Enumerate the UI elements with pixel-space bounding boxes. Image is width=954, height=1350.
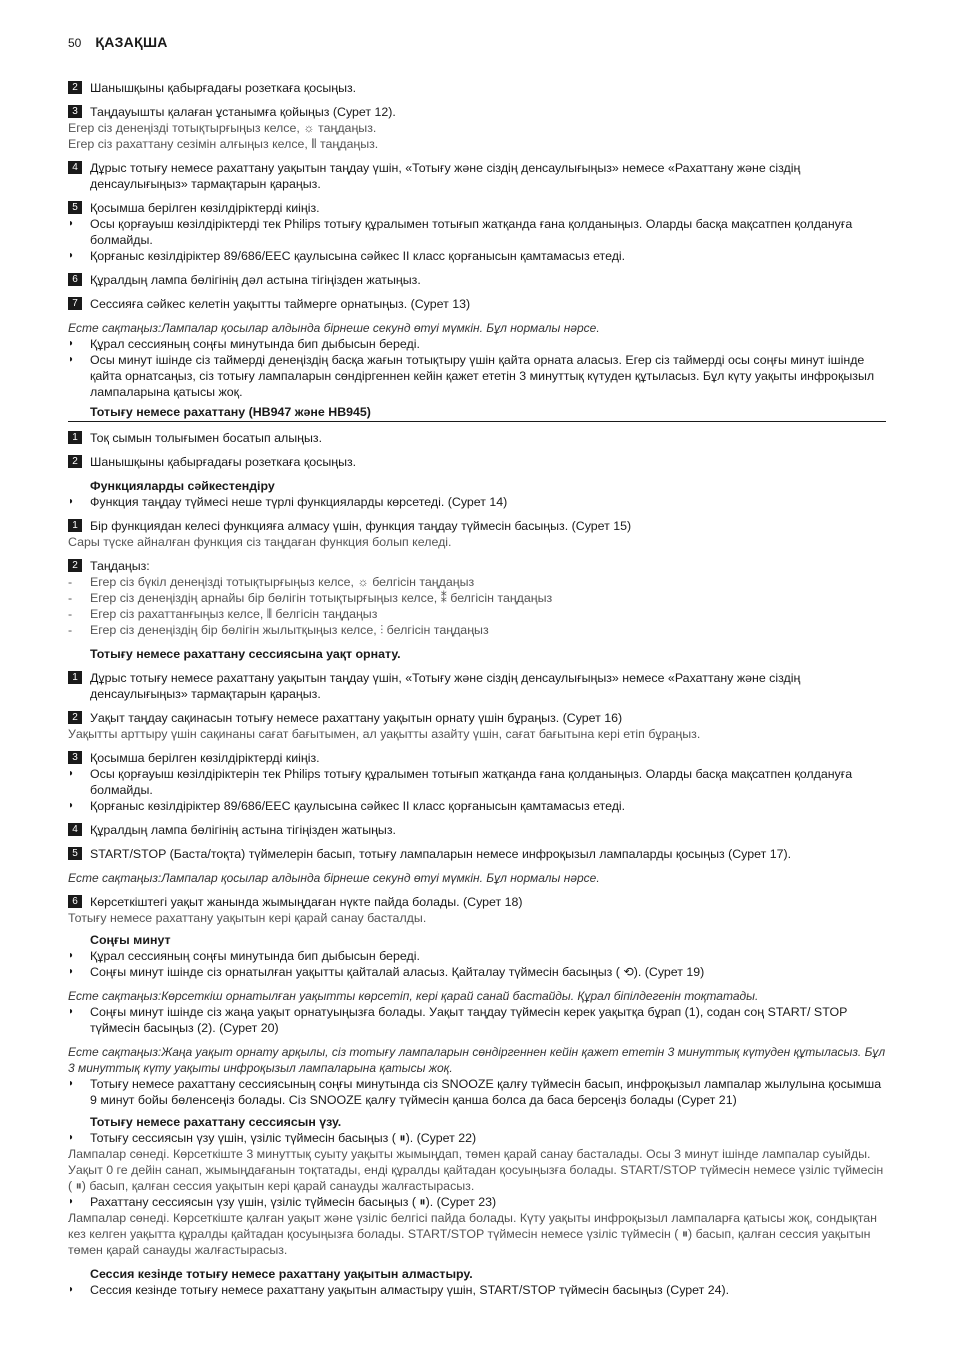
step-number-badge: 2 — [68, 559, 82, 572]
sub-text — [68, 534, 886, 550]
step-number-badge: 4 — [68, 823, 82, 836]
dash-item — [68, 622, 886, 638]
bullet-text: Функция таңдау түймесі неше түрлі функцияларды көрсетеді. (Сурет 14) — [90, 495, 508, 509]
block-text: Есте сақтаңыз:Лампалар қосылар алдында бірнеше секунд өтуі мүмкін. Бұл нормалы нәрсе. — [68, 321, 600, 335]
bullet-text: Осы қорғауыш көзілдіріктерін тек Philips тотығу құралымен тотығып жатқанда ғана қолданыңыз. Оларды басқа мақсатпен қолдануға болмайды. — [90, 767, 853, 797]
dash-marker: - — [68, 575, 73, 589]
block-text: Сессия кезінде тотығу немесе рахаттану уақытын алмастыру. — [90, 1267, 473, 1281]
step-number-badge: 3 — [68, 751, 82, 764]
step-item — [68, 160, 886, 192]
bullet-marker-icon: ◗ — [68, 250, 75, 261]
dash-marker: - — [68, 623, 73, 637]
note-text — [68, 988, 886, 1004]
step-text: Шанышқыны қабырғадағы розеткаға қосыңыз. — [90, 455, 357, 469]
bullet-marker-icon: ◗ — [68, 338, 75, 349]
block-text: Уақытты арттыру үшін сақинаны сағат бағытымен, ал уақытты азайту үшін, сағат бағытына кері етіп бұраңыз. — [68, 727, 701, 741]
step-number-badge: 6 — [68, 273, 82, 286]
step-number-badge: 3 — [68, 105, 82, 118]
bullet-item — [68, 248, 886, 264]
bullet-text: Осы минут ішінде сіз таймерді денеңіздің басқа жағын тотықтыру үшін қайта орната аласыз. Егер сіз таймерді осы соңғы минут ішінде қайта орнатсаңыз, сіз тотығу лампаларын сөндіргеннен кейін қажет ететін 3 минуттық күтуден құтыласыз. Бұл күту уақыты инфроқызыл лампаларына қатысы жоқ. — [90, 353, 875, 399]
step-item — [68, 750, 886, 766]
block-text: Тотығу немесе рахаттану уақытын кері қарай санау басталды. — [68, 911, 427, 925]
dash-text: Егер сіз рахаттанғыңыз келсе, ⫴ белгісін таңдаңыз — [90, 607, 378, 621]
bullet-item — [68, 1076, 886, 1108]
step-text: Қосымша берілген көзілдіріктерді киіңіз. — [90, 201, 320, 215]
step-item — [68, 272, 886, 288]
sub-text — [68, 120, 886, 136]
step-number-badge: 2 — [68, 455, 82, 468]
section-heading — [68, 1266, 886, 1282]
step-text: Дұрыс тотығу немесе рахаттану уақытын таңдау үшін, «Тотығу және сіздің денсаулығыңыз» немесе «Рахаттану және сіздің денсаулығыңыз» тармақтарын қараңыз. — [90, 161, 801, 191]
block-text: Тотығу немесе рахаттану сессиясына уақт орнату. — [90, 647, 401, 661]
bullet-marker-icon: ◗ — [68, 354, 75, 365]
block-text: Егер сіз денеңізді тотықтырғыңыз келсе, ☼ таңдаңыз. — [68, 121, 377, 135]
dash-text: Егер сіз бүкіл денеңізді тотықтырғыңыз келсе, ☼ белгісін таңдаңыз — [90, 575, 475, 589]
section-heading — [68, 932, 886, 948]
bullet-marker-icon: ◗ — [68, 496, 75, 507]
block-text: Лампалар сөнеді. Көрсеткіште 3 минуттық суыту уақыты жымыңдап, төмен қарай санау басталады. Осы 3 минут ішінде лампалар суыйды. Уақыт 0 ге дейін санап, жымыңдағанын тоқтатады, енді құралды қайтадан қосуыңызға болады. START/STOP түймесін немесе үзіліс түймесін ( ⏸) басып, қалған сессия уақытын кері қарай санауды жалғастырасыз. — [68, 1147, 884, 1193]
sub-text — [68, 136, 886, 152]
step-number-badge: 2 — [68, 81, 82, 94]
dash-marker: - — [68, 607, 73, 621]
section-heading — [68, 1114, 886, 1130]
manual-page — [68, 34, 886, 1298]
step-number-badge: 1 — [68, 671, 82, 684]
bullet-text: Соңғы минут ішінде сіз орнатылған уақытты қайталай аласыз. Қайталау түймесін басыңыз ( ⟲). (Сурет 19) — [90, 965, 705, 979]
bullet-text: Қорғаныс көзілдіріктер 89/686/EEC қаулысына сәйкес II класс қорғанысын қамтамасыз етеді. — [90, 799, 626, 813]
instruction-content — [68, 80, 886, 1298]
block-text: Есте сақтаңыз:Лампалар қосылар алдында бірнеше секунд өтуі мүмкін. Бұл нормалы нәрсе. — [68, 871, 600, 885]
dash-text: Егер сіз денеңіздің бір бөлігін жылытқыңыз келсе, ⫶ белгісін таңдаңыз — [90, 623, 489, 637]
step-item — [68, 200, 886, 216]
dash-item — [68, 606, 886, 622]
note-text — [68, 1044, 886, 1076]
language-heading: ҚАЗАҚША — [95, 34, 168, 50]
step-item — [68, 104, 886, 120]
section-heading-ruled — [68, 404, 886, 422]
bullet-item — [68, 1004, 886, 1036]
bullet-marker-icon: ◗ — [68, 950, 75, 961]
bullet-item — [68, 216, 886, 248]
step-text: Бір функциядан келесі функцияға алмасу үшін, функция таңдау түймесін басыңыз. (Сурет 15) — [90, 519, 632, 533]
block-text: Егер сіз рахаттану сезімін алғыңыз келсе, ⫴ таңдаңыз. — [68, 137, 379, 151]
bullet-text: Сессия кезінде тотығу немесе рахаттану уақытын алмастыру үшін, START/STOP түймесін басыңыз (Сурет 24). — [90, 1283, 730, 1297]
step-item — [68, 846, 886, 862]
step-item — [68, 670, 886, 702]
step-text: Құралдың лампа бөлігінің дәл астына тігіңізден жатыңыз. — [90, 273, 421, 287]
bullet-marker-icon: ◗ — [68, 1006, 75, 1017]
step-item — [68, 558, 886, 574]
note-text — [68, 870, 886, 886]
step-text: Сессияға сәйкес келетін уақытты таймерге орнатыңыз. (Сурет 13) — [90, 297, 471, 311]
block-text: Лампалар сөнеді. Көрсеткіште қалған уақыт және үзіліс белгісі пайда болады. Күту уақыты инфроқызыл лампаларға қатысы жоқ, сондықтан кез келген уақытта құралды қайтадан қосуыңызға болады. START/STOP түймесін немесе үзіліс түймесін ( ⏸) басып, қалған сессия уақытын төмен қарай санауды жалғастырасыз. — [68, 1211, 877, 1257]
step-item — [68, 430, 886, 446]
step-text: Көрсеткіштегі уақыт жанында жымыңдаған нүкте пайда болады. (Сурет 18) — [90, 895, 523, 909]
note-text — [68, 320, 886, 336]
bullet-text: Тотығу сессиясын үзу үшін, үзіліс түймесін басыңыз ( ⏸). (Сурет 22) — [90, 1131, 477, 1145]
step-text: Уақыт таңдау сақинасын тотығу немесе рахаттану уақытын орнату үшін бұраңыз. (Сурет 16) — [90, 711, 623, 725]
bullet-item — [68, 798, 886, 814]
block-text: Есте сақтаңыз:Көрсеткіш орнатылған уақытты көрсетіп, кері қарай санай бастайды. Құрал біпілдегенін тоқтатады. — [68, 989, 759, 1003]
step-number-badge: 4 — [68, 161, 82, 174]
step-text: Шанышқыны қабырғадағы розеткаға қосыңыз. — [90, 81, 357, 95]
bullet-text: Рахаттану сессиясын үзу үшін, үзіліс түймесін басыңыз ( ⏸). (Сурет 23) — [90, 1195, 497, 1209]
sub-text — [68, 726, 886, 742]
block-text: Функцияларды сәйкестендіру — [90, 479, 275, 493]
step-text: Таңдаңыз: — [90, 559, 150, 573]
block-text: Тотығу немесе рахаттану сессиясын үзу. — [90, 1115, 342, 1129]
dash-item — [68, 590, 886, 606]
step-item — [68, 296, 886, 312]
dash-item — [68, 574, 886, 590]
block-text: Сары түске айналған функция сіз таңдаған функция болып келеді. — [68, 535, 452, 549]
section-heading — [68, 478, 886, 494]
step-number-badge: 6 — [68, 895, 82, 908]
bullet-marker-icon: ◗ — [68, 768, 75, 779]
sub-text — [68, 1210, 886, 1258]
step-item — [68, 454, 886, 470]
bullet-marker-icon: ◗ — [68, 800, 75, 811]
step-item — [68, 518, 886, 534]
bullet-item — [68, 766, 886, 798]
bullet-marker-icon: ◗ — [68, 1196, 75, 1207]
step-text: START/STOP (Баста/тоқта) түймелерін басып, тотығу лампаларын немесе инфроқызыл лампаларды қосыңыз (Сурет 17). — [90, 847, 792, 861]
sub-text — [68, 910, 886, 926]
step-text: Дұрыс тотығу немесе рахаттану уақытын таңдау үшін, «Тотығу және сіздің денсаулығыңыз» немесе «Рахаттану және сіздің денсаулығыңыз» тармақтарын қараңыз. — [90, 671, 801, 701]
step-text: Қосымша берілген көзілдіріктерді киіңіз. — [90, 751, 320, 765]
step-number-badge: 1 — [68, 431, 82, 444]
sub-text — [68, 1146, 886, 1194]
bullet-item — [68, 352, 886, 400]
step-text: Таңдауышты қалаған ұстанымға қойыңыз (Сурет 12). — [90, 105, 396, 119]
bullet-text: Құрал сессияның соңғы минутында бип дыбысын береді. — [90, 337, 420, 351]
section-heading — [68, 646, 886, 662]
step-item — [68, 894, 886, 910]
bullet-text: Тотығу немесе рахаттану сессиясының соңғы минутында сіз SNOOZE қалғу түймесін басып, инфроқызыл лампалар жылулына қосымша 9 минут бойы бөленсеңіз болады. Сіз SNOOZE қалғу түймесін қанша болса да баса берсеңіз болады (Сурет 21) — [90, 1077, 882, 1107]
step-item — [68, 822, 886, 838]
page-header — [68, 34, 886, 50]
page-number: 50 — [68, 36, 82, 50]
bullet-item — [68, 1130, 886, 1146]
step-item — [68, 80, 886, 96]
dash-text: Егер сіз денеңіздің арнайы бір бөлігін тотықтырғыңыз келсе, ⁑ белгісін таңдаңыз — [90, 591, 553, 605]
bullet-marker-icon: ◗ — [68, 1132, 75, 1143]
bullet-item — [68, 336, 886, 352]
block-text: Тотығу немесе рахаттану (HB947 және HB945) — [90, 405, 371, 419]
block-text: Соңғы минут — [90, 933, 171, 947]
bullet-text: Қорғаныс көзілдіріктер 89/686/EEC қаулысына сәйкес II класс қорғанысын қамтамасыз етеді. — [90, 249, 626, 263]
bullet-item — [68, 1282, 886, 1298]
bullet-item — [68, 948, 886, 964]
step-number-badge: 2 — [68, 711, 82, 724]
bullet-text: Соңғы минут ішінде сіз жаңа уақыт орнатуыңызға болады. Уақыт таңдау түймесін керек уақытқа бұрап (1), содан соң START/ STOP түймесін басыңыз (2). (Сурет 20) — [90, 1005, 848, 1035]
bullet-item — [68, 1194, 886, 1210]
step-number-badge: 5 — [68, 847, 82, 860]
bullet-marker-icon: ◗ — [68, 966, 75, 977]
bullet-marker-icon: ◗ — [68, 1284, 75, 1295]
bullet-item — [68, 964, 886, 980]
step-text: Құралдың лампа бөлігінің астына тігіңізден жатыңыз. — [90, 823, 396, 837]
bullet-text: Осы қорғауыш көзілдіріктерді тек Philips тотығу құралымен тотығып жатқанда ғана қолданыңыз. Оларды басқа мақсатпен қолдануға болмайды. — [90, 217, 853, 247]
step-number-badge: 7 — [68, 297, 82, 310]
bullet-marker-icon: ◗ — [68, 218, 75, 229]
block-text: Есте сақтаңыз:Жаңа уақыт орнату арқылы, сіз тотығу лампаларын сөндіргеннен кейін қажет ететін 3 минуттық күтуден құтыласыз. Бұл 3 минуттық күту уақыты инфроқызыл лампаларына қатысы жоқ. — [68, 1045, 886, 1075]
step-text: Тоқ сымын толығымен босатып алыңыз. — [90, 431, 323, 445]
bullet-text: Құрал сессияның соңғы минутында бип дыбысын береді. — [90, 949, 420, 963]
dash-marker: - — [68, 591, 73, 605]
bullet-marker-icon: ◗ — [68, 1078, 75, 1089]
step-item — [68, 710, 886, 726]
step-number-badge: 5 — [68, 201, 82, 214]
bullet-item — [68, 494, 886, 510]
step-number-badge: 1 — [68, 519, 82, 532]
